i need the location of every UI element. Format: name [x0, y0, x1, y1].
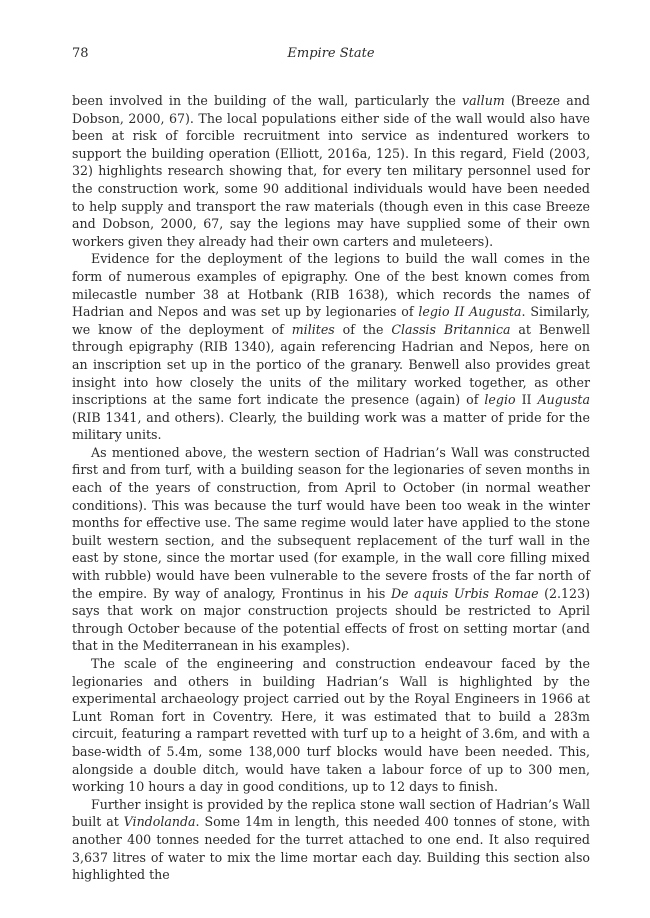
- body-text: [72, 92, 590, 884]
- running-head: Empire State: [287, 46, 375, 61]
- paragraph-3: As mentioned above, the western section of Hadrian’s Wall was constructed first and from turf, with a building season for the legionaries of seven months in each of the years of construction, from April to October (in normal weather conditions). This was because the turf would have been too weak in the winter months for effective use. The same regime would later have applied to the stone built western section, and the subsequent replacement of the turf wall in the east by stone, since the mortar used (for example, in the wall core filling mixed with rubble) would have been vulnerable to the severe frosts of the far north of the empire. By way of analogy, Frontinus in his De aquis Urbis Romae (2.123) says that work on major construction projects should be restricted to April through October because of the potential effects of frost on setting mortar (and that in the Mediterranean in his examples).: [72, 444, 590, 654]
- paragraph-4: The scale of the engineering and construction endeavour faced by the legionaries and others in building Hadrian’s Wall is highlighted by the experimental archaeology project carried out by the Royal Engineers in 1966 at Lunt Roman fort in Coventry. Here, it was estimated that to build a 283m circuit, featuring a rampart revetted with turf up to a height of 3.6m, and with a base-width of 5.4m, some 138,000 turf blocks would have been needed. This, alongside a double ditch, would have taken a labour force of up to 300 men, working 10 hours a day in good conditions, up to 12 days to finish.: [72, 656, 590, 795]
- paragraph-1: been involved in the building of the wall, particularly the vallum (Breeze and Dobson, 2000, 67). The local populations either side of the wall would also have been at risk of forcible recruitment into service as indentured workers to support the building operation (Elliott, 2016a, 125). In this regard, Field (2003, 32) highlights research showing that, for every ten military personnel used for the construction work, some 90 additional individuals would have been needed to help supply and transport the raw materials (though even in this case Breeze and Dobson, 2000, 67, say the legions may have supplied some of their own workers given they already had their own carters and muleteers).: [72, 93, 590, 249]
- page-header: [72, 46, 590, 66]
- paragraph-2: Evidence for the deployment of the legions to build the wall comes in the form of numerous examples of epigraphy. One of the best known comes from milecastle number 38 at Hotbank (RIB 1638), which records the names of Hadrian and Nepos and was set up by legionaries of legio II Augusta. Similarly, we know of the deployment of milites of the Classis Britannica at Benwell through epigraphy (RIB 1340), again referencing Hadrian and Nepos, here on an inscription set up in the portico of the granary. Benwell also provides great insight into how closely the units of the military worked together, as other inscriptions at the same fort indicate the presence (again) of legio II Augusta (RIB 1341, and others). Clearly, the building work was a matter of pride for the military units.: [72, 251, 591, 443]
- paragraph-5: Further insight is provided by the replica stone wall section of Hadrian’s Wall built at Vindolanda. Some 14m in length, this needed 400 tonnes of stone, with another 400 tonnes needed for the turret attached to one end. It also required 3,637 litres of water to mix the lime mortar each day. Building this section also highlighted the: [72, 796, 590, 883]
- page-number: 78: [72, 46, 89, 61]
